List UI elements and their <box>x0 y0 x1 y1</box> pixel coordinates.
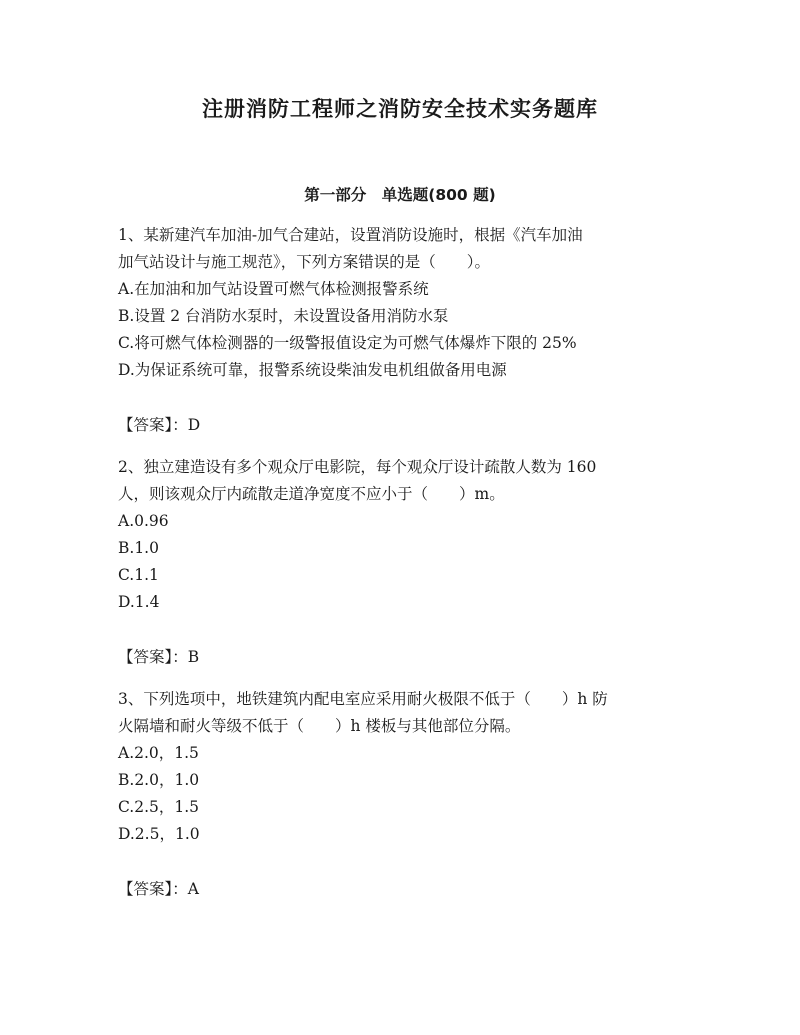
option-d: D.为保证系统可靠，报警系统设柴油发电机组做备用电源 <box>118 361 507 379</box>
document-title: 注册消防工程师之消防安全技术实务题库 <box>202 97 598 121</box>
option-a: A.0.96 <box>118 512 169 530</box>
option-d: D.1.4 <box>118 593 160 611</box>
answer-label: 【答案】： <box>118 880 188 898</box>
answer-label: 【答案】： <box>118 648 188 666</box>
answer-label: 【答案】： <box>118 416 188 434</box>
option-c: C.将可燃气体检测器的一级警报值设定为可燃气体爆炸下限的 25% <box>118 334 577 352</box>
option-b: B.2.0，1.0 <box>118 771 200 789</box>
option-d: D.2.5，1.0 <box>118 825 200 843</box>
answer-value: D <box>187 416 201 434</box>
answer-1 <box>118 412 688 439</box>
question-stem-line: 加气站设计与施工规范》，下列方案错误的是（ ）。 <box>118 253 491 271</box>
question-2 <box>118 454 688 616</box>
question-1 <box>118 222 688 384</box>
option-a: A.在加油和加气站设置可燃气体检测报警系统 <box>118 280 429 298</box>
question-stem-line: 3、下列选项中，地铁建筑内配电室应采用耐火极限不低于（ ）h 防 <box>118 690 608 708</box>
option-a: A.2.0，1.5 <box>118 744 199 762</box>
section-title: 第一部分 单选题(800 题) <box>304 186 496 204</box>
question-3 <box>118 686 688 848</box>
question-stem-line: 2、独立建造设有多个观众厅电影院，每个观众厅设计疏散人数为 160 <box>118 458 597 476</box>
question-stem-line: 人，则该观众厅内疏散走道净宽度不应小于（ ）m。 <box>118 485 505 503</box>
option-b: B.1.0 <box>118 539 159 557</box>
option-b: B.设置 2 台消防水泵时，未设置设备用消防水泵 <box>118 307 449 325</box>
option-c: C.1.1 <box>118 566 159 584</box>
answer-3 <box>118 876 688 903</box>
answer-2 <box>118 644 688 671</box>
question-stem-line: 1、某新建汽车加油-加气合建站，设置消防设施时，根据《汽车加油 <box>118 226 583 244</box>
answer-value: A <box>187 880 199 898</box>
question-stem-line: 火隔墙和耐火等级不低于（ ）h 楼板与其他部位分隔。 <box>118 717 521 735</box>
answer-value: B <box>187 648 200 666</box>
option-c: C.2.5，1.5 <box>118 798 200 816</box>
